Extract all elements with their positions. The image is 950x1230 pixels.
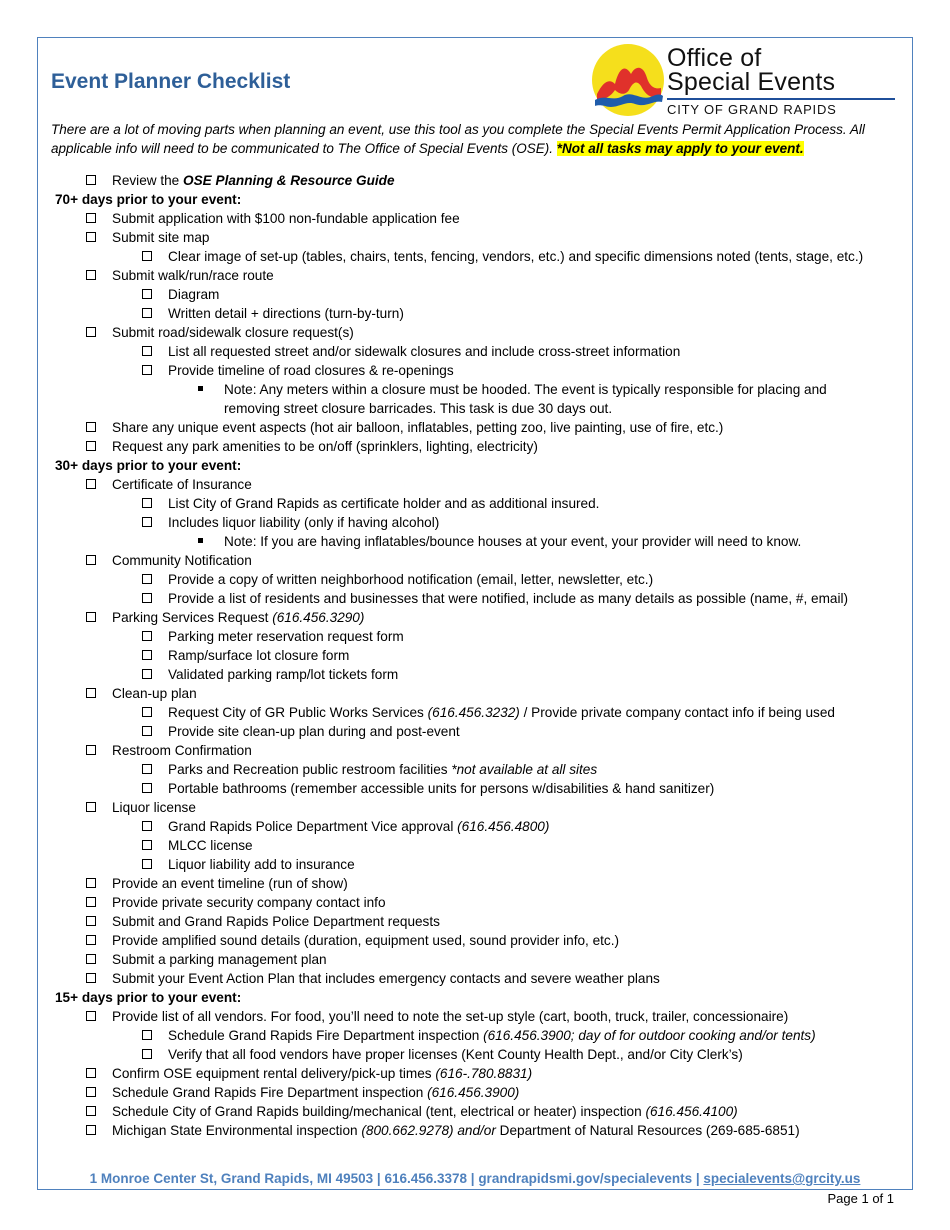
footer-separator: | [692,1171,704,1186]
checkbox-icon[interactable] [86,213,96,223]
checklist-subitem [51,760,911,779]
ose-logo [591,44,896,118]
checklist-item [51,1007,911,1026]
item-text: Clear image of set-up (tables, chairs, tents, fencing, vendors, etc.) and specific dimensions noted (tents, stage, etc.) [168,249,864,264]
item-text: Portable bathrooms (remember accessible units for persons w/disabilities & hand sanitizer) [168,781,715,796]
item-text: Includes liquor liability (only if having alcohol) [168,515,440,530]
footer-address: 1 Monroe Center St, Grand Rapids, MI 49503 [89,1171,374,1186]
item-text: Verify that all food vendors have proper licenses (Kent County Health Dept., and/or City Clerk’s) [168,1047,743,1062]
checkbox-icon[interactable] [142,517,152,527]
item-text: Provide a copy of written neighborhood notification (email, letter, newsletter, etc.) [168,572,654,587]
item-text: Share any unique event aspects (hot air balloon, inflatables, petting zoo, live painting, use of fire, etc.) [112,420,724,435]
note-item [51,532,864,551]
section-heading [51,190,911,209]
item-text: 70+ days prior to your event: [55,192,242,207]
item-text: 30+ days prior to your event: [55,458,242,473]
item-text: Schedule City of Grand Rapids building/mechanical (tent, electrical or heater) inspection [112,1104,646,1119]
item-text: (616.456.4800) [457,819,550,834]
intro-highlight: *Not all tasks may apply to your event. [556,141,804,156]
item-text: Provide site clean-up plan during and post-event [168,724,460,739]
checkbox-icon[interactable] [86,916,96,926]
checkbox-icon[interactable] [86,1068,96,1078]
item-text: Grand Rapids Police Department Vice approval [168,819,458,834]
page-title: Event Planner Checklist [51,70,291,93]
checkbox-icon[interactable] [86,441,96,451]
checkbox-icon[interactable] [142,669,152,679]
item-text: Request City of GR Public Works Services [168,705,428,720]
item-text: OSE Planning & Resource Guide [183,173,395,188]
item-text: Review the [112,173,184,188]
item-text: Provide list of all vendors. For food, you’ll need to note the set-up style (cart, booth, truck, trailer, concessionaire) [112,1009,789,1024]
checklist-subitem [51,1045,911,1064]
item-text: Department of Natural Resources (269-685-6851) [495,1123,800,1138]
section-heading [51,456,911,475]
item-text: Parks and Recreation public restroom facilities [168,762,452,777]
item-text: (616.456.3232) [427,705,520,720]
checkbox-icon[interactable] [86,232,96,242]
checklist-item [51,418,911,437]
item-text: Provide amplified sound details (duration, equipment used, sound provider info, etc.) [112,933,620,948]
checklist-subitem [51,703,911,722]
item-text: Parking Services Request [112,610,273,625]
checklist-item [51,266,911,285]
item-text: (800.662.9278) and/or [361,1123,496,1138]
checklist-subitem [51,342,911,361]
checkbox-icon[interactable] [86,422,96,432]
item-text: Schedule Grand Rapids Fire Department inspection [168,1028,484,1043]
logo-divider [667,98,895,100]
item-text: Ramp/surface lot closure form [168,648,350,663]
square-bullet-icon [198,538,203,543]
item-text: List all requested street and/or sidewalk closures and include cross-street information [168,344,681,359]
checkbox-icon[interactable] [142,707,152,717]
item-text: *not available at all sites [451,762,598,777]
item-text: Clean-up plan [112,686,197,701]
checkbox-icon[interactable] [86,270,96,280]
checkbox-icon[interactable] [86,802,96,812]
item-text: MLCC license [168,838,253,853]
intro-paragraph [51,120,911,158]
square-bullet-icon [198,386,203,391]
item-text: Certificate of Insurance [112,477,252,492]
checklist-item [51,912,911,931]
checkbox-icon[interactable] [86,555,96,565]
checklist-item [51,228,911,247]
footer-separator: | [467,1171,479,1186]
section-heading [51,988,911,1007]
checklist-item [51,1064,911,1083]
checklist-subitem [51,494,911,513]
checkbox-icon[interactable] [142,631,152,641]
checklist-item [51,931,911,950]
checklist-subitem [51,665,911,684]
checklist-item [51,969,911,988]
checkbox-icon[interactable] [142,650,152,660]
checklist-subitem [51,361,911,380]
footer-phone: 616.456.3378 [384,1171,468,1186]
checklist-item [51,475,911,494]
item-text: Community Notification [112,553,252,568]
ose-logo-icon [591,44,667,118]
checklist-subitem [51,570,911,589]
checkbox-icon[interactable] [142,289,152,299]
item-text: (616.456.3900; day of for outdoor cooking and/or tents) [483,1028,816,1043]
item-text: (616-.780.8831) [435,1066,533,1081]
item-text: Submit walk/run/race route [112,268,274,283]
checkbox-icon[interactable] [142,574,152,584]
checklist-subitem [51,285,911,304]
checklist-subitem [51,589,911,608]
checkbox-icon[interactable] [142,308,152,318]
checklist-subitem [51,779,911,798]
checkbox-icon[interactable] [142,593,152,603]
checklist-subitem [51,817,911,836]
checkbox-icon[interactable] [86,1087,96,1097]
checklist-item [51,741,911,760]
footer-contact [37,1171,913,1186]
checkbox-icon[interactable] [86,897,96,907]
page-number: Page 1 of 1 [827,1191,894,1206]
checkbox-icon[interactable] [86,1106,96,1116]
item-text: Submit and Grand Rapids Police Department requests [112,914,440,929]
checkbox-icon[interactable] [86,1125,96,1135]
checkbox-icon[interactable] [142,783,152,793]
item-text: Provide an event timeline (run of show) [112,876,348,891]
checkbox-icon[interactable] [142,251,152,261]
item-text: (616.456.4100) [645,1104,738,1119]
checkbox-icon[interactable] [142,346,152,356]
item-text: Liquor liability add to insurance [168,857,355,872]
checklist-subitem [51,836,911,855]
checkbox-icon[interactable] [86,1011,96,1021]
item-text: Note: Any meters within a closure must be hooded. The event is typically responsible for placing and removing street closure barricades. This task is due 30 days out. [224,382,827,416]
checkbox-icon[interactable] [142,764,152,774]
checkbox-icon[interactable] [86,327,96,337]
item-text: Liquor license [112,800,196,815]
checkbox-icon[interactable] [142,859,152,869]
checklist [51,171,911,1140]
logo-line3: CITY OF GRAND RAPIDS [667,102,837,117]
checkbox-icon[interactable] [142,365,152,375]
checklist-subitem [51,513,911,532]
item-text: Submit site map [112,230,210,245]
checkbox-icon[interactable] [86,878,96,888]
item-text: Provide private security company contact info [112,895,386,910]
checkbox-icon[interactable] [86,175,96,185]
item-text: (616.456.3900) [427,1085,520,1100]
item-text: Restroom Confirmation [112,743,252,758]
item-text: Diagram [168,287,220,302]
item-text: Request any park amenities to be on/off (sprinklers, lighting, electricity) [112,439,538,454]
logo-line1: Office of [667,44,762,72]
checklist-item [51,323,911,342]
checkbox-icon[interactable] [86,954,96,964]
checklist-item [51,1121,911,1140]
checklist-item [51,171,911,190]
checklist-subitem [51,1026,911,1045]
checkbox-icon[interactable] [142,821,152,831]
item-text: List City of Grand Rapids as certificate holder and as additional insured. [168,496,600,511]
item-text: Provide a list of residents and businesses that were notified, include as many details as possible (name, #, email) [168,591,849,606]
checklist-item [51,950,911,969]
checklist-subitem [51,304,911,323]
item-text: Note: If you are having inflatables/bounce houses at your event, your provider will need to know. [224,534,802,549]
checklist-item [51,874,911,893]
checklist-item [51,209,911,228]
checkbox-icon[interactable] [86,973,96,983]
item-text: Submit road/sidewalk closure request(s) [112,325,354,340]
checkbox-icon[interactable] [142,726,152,736]
checkbox-icon[interactable] [86,688,96,698]
footer-separator: | [373,1171,385,1186]
checklist-subitem [51,247,911,266]
checkbox-icon[interactable] [86,935,96,945]
checklist-item [51,684,911,703]
note-item [51,380,864,418]
item-text: Michigan State Environmental inspection [112,1123,362,1138]
checklist-item [51,798,911,817]
item-text: Written detail + directions (turn-by-turn) [168,306,404,321]
item-text: Submit a parking management plan [112,952,327,967]
checklist-item [51,608,911,627]
checkbox-icon[interactable] [142,1049,152,1059]
checkbox-icon[interactable] [142,498,152,508]
checkbox-icon[interactable] [86,479,96,489]
checkbox-icon[interactable] [86,745,96,755]
checkbox-icon[interactable] [86,612,96,622]
item-text: Schedule Grand Rapids Fire Department inspection [112,1085,428,1100]
footer-website[interactable]: grandrapidsmi.gov/specialevents [478,1171,693,1186]
checklist-subitem [51,646,911,665]
checklist-subitem [51,722,911,741]
checklist-item [51,437,911,456]
checklist-item [51,1102,911,1121]
checkbox-icon[interactable] [142,1030,152,1040]
item-text: (616.456.3290) [272,610,365,625]
item-text: Provide timeline of road closures & re-openings [168,363,454,378]
checklist-subitem [51,855,911,874]
checklist-subitem [51,627,911,646]
footer-email-link[interactable]: specialevents@grcity.us [703,1171,861,1186]
intro-text: There are a lot of moving parts when planning an event, use this tool as you complete the Special Events Permit Application Process. All applicable info will need to be communicated to The Office of Special Events (OSE). [51,122,865,156]
checkbox-icon[interactable] [142,840,152,850]
checklist-item [51,551,911,570]
logo-line2: Special Events [667,68,836,96]
item-text: Validated parking ramp/lot tickets form [168,667,399,682]
item-text: Submit application with $100 non-fundable application fee [112,211,460,226]
item-text: Confirm OSE equipment rental delivery/pick-up times [112,1066,436,1081]
checklist-item [51,893,911,912]
item-text: / Provide private company contact info if being used [519,705,835,720]
checklist-item [51,1083,911,1102]
item-text: Parking meter reservation request form [168,629,404,644]
item-text: Submit your Event Action Plan that includes emergency contacts and severe weather plans [112,971,660,986]
item-text: 15+ days prior to your event: [55,990,242,1005]
